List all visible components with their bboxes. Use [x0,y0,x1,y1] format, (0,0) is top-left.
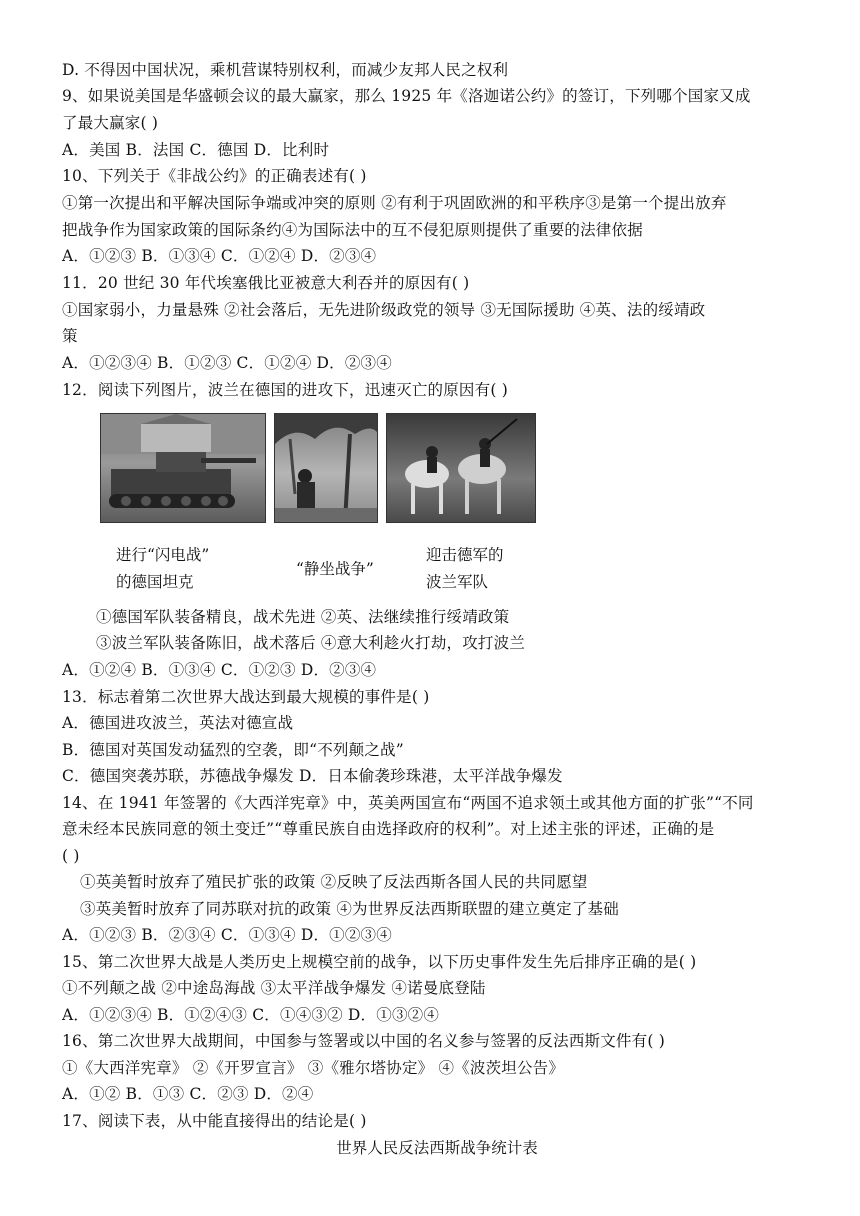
question-15-options: A．①②③④ B．①②④③ C．①④③② D．①③②④ [62,1006,440,1024]
question-10-options: A．①②③ B．①③④ C．①②④ D．②③④ [62,247,377,265]
polish-cavalry-photo [386,413,536,523]
question-12-items-2: ③波兰军队装备陈旧，战术落后 ④意大利趁火打劫，攻打波兰 [96,634,526,652]
question-13-option-b: B．德国对英国发动猛烈的空袭，即“不列颠之战” [62,741,404,759]
question-17: 17、阅读下表，从中能直接得出的结论是( ) [62,1112,367,1130]
question-11: 11．20 世纪 30 年代埃塞俄比亚被意大利吞并的原因有( ) [62,274,470,292]
soldier-icon [275,414,377,522]
option-d-line: D. 不得因中国状况，乘机营谋特别权利，而减少友邦人民之权利 [62,61,509,79]
question-14-options: A．①②③ B．②③④ C．①③④ D．①②③④ [62,926,392,944]
caption-tank-2: 的德国坦克 [116,573,194,591]
horse-icon [387,414,535,522]
question-16-options: A．①② B．①③ C．②③ D．②④ [62,1085,314,1103]
question-16-items: ①《大西洋宪章》 ②《开罗宣言》 ③《雅尔塔协定》 ④《波茨坦公告》 [62,1059,565,1077]
question-11-options: A．①②③④ B．①②③ C．①②④ D．②③④ [62,354,392,372]
question-15: 15、第二次世界大战是人类历史上规模空前的战争，以下历史事件发生先后排序正确的是( ) [62,953,697,971]
caption-phoney-war: “静坐战争” [296,560,374,578]
question-12: 12．阅读下列图片，波兰在德国的进攻下，迅速灭亡的原因有( ) [62,381,508,399]
caption-cavalry-1: 迎击德军的 [426,546,504,564]
question-10-items: ①第一次提出和平解决国际争端或冲突的原则 ②有利于巩固欧洲的和平秩序③是第一个提出放弃 [62,194,727,212]
question-9-options: A．美国 B．法国 C．德国 D．比利时 [62,141,330,159]
question-10: 10、下列关于《非战公约》的正确表述有( ) [62,167,367,185]
caption-cavalry-2: 波兰军队 [426,573,489,591]
question-10-items-cont: 把战争作为国家政策的国际条约④为国际法中的互不侵犯原则提供了重要的法律依据 [62,221,643,239]
question-13: 13．标志着第二次世界大战达到最大规模的事件是( ) [62,688,430,706]
question-13-option-a: A．德国进攻波兰，英法对德宣战 [62,714,294,732]
question-9: 9、如果说美国是华盛顿会议的最大赢家，那么 1925 年《洛迦诺公约》的签订，下列哪个国家又成 [62,87,751,105]
question-14-items-2: ③英美暂时放弃了同苏联对抗的政策 ④为世界反法西斯联盟的建立奠定了基础 [80,900,619,918]
question-11-items: ①国家弱小，力量悬殊 ②社会落后，无先进阶级政党的领导 ③无国际援助 ④英、法的绥靖政 [62,301,706,319]
question-12-options: A．①②④ B．①③④ C．①②③ D．②③④ [62,661,377,679]
question-16: 16、第二次世界大战期间，中国参与签署或以中国的名义参与签署的反法西斯文件有( ) [62,1032,665,1050]
caption-tank-1: 进行“闪电战” [116,546,210,564]
question-9-cont: 了最大赢家( ) [62,114,159,132]
question-14-paren: ( ) [62,847,80,865]
question-14: 14、在 1941 年签署的《大西洋宪章》中，英美两国宣布“两国不追求领土或其他方面的扩张”“不同 [62,794,754,812]
question-13-option-cd: C．德国突袭苏联，苏德战争爆发 D．日本偷袭珍珠港，太平洋战争爆发 [62,767,563,785]
tank-icon [101,414,265,522]
question-12-items-1: ①德国军队装备精良，战术先进 ②英、法继续推行绥靖政策 [96,608,510,626]
phoney-war-photo [274,413,378,523]
tank-photo [100,413,266,523]
question-14-cont: 意未经本民族同意的领土变迁”“尊重民族自由选择政府的权利”。对上述主张的评述，正确的是 [62,820,715,838]
question-15-items: ①不列颠之战 ②中途岛海战 ③太平洋战争爆发 ④诺曼底登陆 [62,979,486,997]
question-14-items-1: ①英美暂时放弃了殖民扩张的政策 ②反映了反法西斯各国人民的共同愿望 [80,873,588,891]
table-title: 世界人民反法西斯战争统计表 [336,1139,538,1157]
question-11-items-cont: 策 [62,327,78,345]
